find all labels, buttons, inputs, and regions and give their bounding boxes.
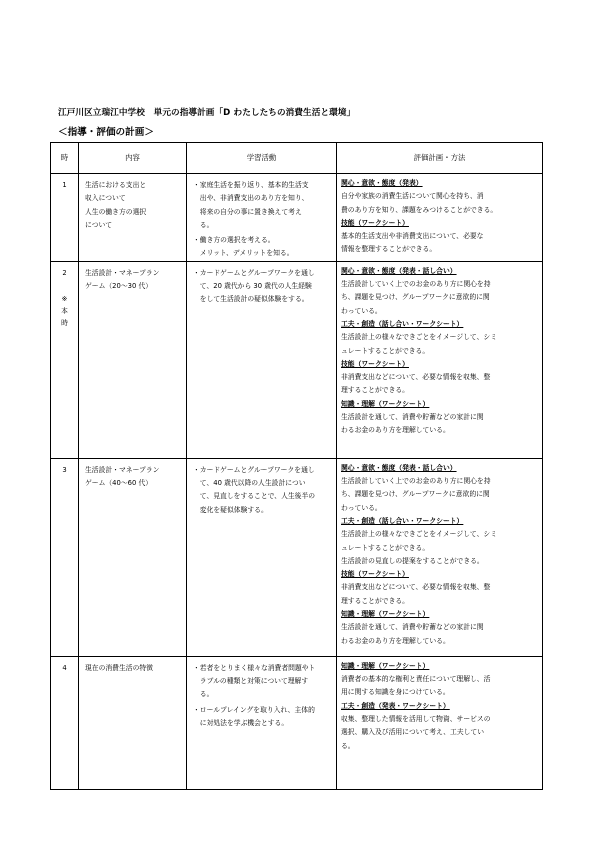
table-row <box>51 174 543 262</box>
evaluation-heading: 知識・理解（ワークシート） <box>341 399 430 408</box>
column-header-period: 時 <box>51 143 79 174</box>
period-number: 1 <box>62 181 67 189</box>
evaluation-cell <box>337 261 543 458</box>
evaluation-text: 非消費支出などについて、必要な情報を収集、整 理することができる。 <box>341 583 491 605</box>
evaluation-heading: 関心・意欲・態度（発表・話し合い） <box>341 266 457 275</box>
evaluation-heading: 技能（ワークシート） <box>341 359 409 368</box>
activity-item: ・ロールプレイングを取り入れ、主体的 に対処法を学ぶ機会とする。 <box>193 705 315 727</box>
evaluation-cell <box>337 174 543 262</box>
activity-item: ・家庭生活を振り返り、基本的生活支 出や、非消費支出のあり方を知り、 将来の自分の事に置き換えて考え る。 <box>193 181 309 229</box>
evaluation-heading: 技能（ワークシート） <box>341 570 409 579</box>
evaluation-heading: 技能（ワークシート） <box>341 218 409 227</box>
table-header-row <box>51 143 543 174</box>
evaluation-text: 消費者の基本的な権利と責任について理解し、活 用に関する知識を身につけている。 <box>341 675 491 697</box>
evaluation-text: 生活設計していく上でのお金のあり方に関心を持 ち、課題を見つけ、グループワークに意欲的に関 わっている。 <box>341 280 491 315</box>
evaluation-text: 生活設計上の様々なできごとをイメージして、シミ ュレートすることができる。 生活設計の見直しの提案をすることができる。 <box>341 530 497 565</box>
column-header-activities: 学習活動 <box>187 143 337 174</box>
evaluation-heading: 知識・理解（ワークシート） <box>341 610 430 619</box>
activities-cell <box>187 261 337 458</box>
column-header-content: 内容 <box>79 143 187 174</box>
evaluation-text: 自分や家族の消費生活について関心を持ち、消 費のあり方を知り、課題をみつけることができる。 <box>341 192 498 214</box>
activities-cell <box>187 458 337 656</box>
evaluation-heading: 工夫・創造（発表・ワークシート） <box>341 701 450 710</box>
period-number: 4 <box>62 663 67 672</box>
evaluation-heading: 関心・意欲・態度（発表） <box>341 179 423 187</box>
evaluation-heading: 工夫・創造（話し合い・ワークシート） <box>341 516 464 525</box>
evaluation-heading: 関心・意欲・態度（発表・話し合い） <box>341 463 457 472</box>
column-header-evaluation: 評価計画・方法 <box>337 143 543 174</box>
evaluation-text: 生活設計を通して、消費や貯蓄などの家計に関 わるお金のあり方を理解している。 <box>341 413 484 435</box>
content-cell: 生活設計・マネープラン ゲーム（20～30 代） <box>79 261 187 458</box>
activity-item: ・カードゲームとグループワークを通し て、20 歳代から 30 歳代の人生経験 をして生活設計の疑似体験をする。 <box>193 268 315 304</box>
activity-item: ・カードゲームとグループワークを通し て、40 歳代以降の人生設計につい て、見直しをすることで、人生後半の 変化を疑似体験する。 <box>193 465 316 514</box>
evaluation-text: 非消費支出などについて、必要な情報を収集、整 理することができる。 <box>341 373 491 395</box>
evaluation-text: 生活設計を通して、消費や貯蓄などの家計に関 わるお金のあり方を理解している。 <box>341 623 484 645</box>
note-char: ※ <box>61 295 68 304</box>
evaluation-text: 基本的生活支出や非消費支出について、必要な 情報を整理することができる。 <box>341 232 484 254</box>
page-title: 江戸川区立瑞江中学校 単元の指導計画「D わたしたちの消費生活と環境」 <box>58 108 356 118</box>
period-cell <box>51 174 79 262</box>
content-cell: 生活設計・マネープラン ゲーム（40～60 代） <box>79 458 187 656</box>
period-number: 2 <box>62 268 67 277</box>
current-lesson-note <box>52 293 77 329</box>
evaluation-heading: 工夫・創造（話し合い・ワークシート） <box>341 319 464 328</box>
content-cell: 生活における支出と 収入について 人生の働き方の選択 について <box>79 174 187 262</box>
period-cell <box>51 261 79 458</box>
activity-item: ・働き方の選択を考える。 メリット、デメリットを知る。 <box>193 236 294 258</box>
evaluation-heading: 知識・理解（ワークシート） <box>341 661 430 670</box>
evaluation-cell <box>337 458 543 656</box>
evaluation-text: 収集、整理した情報を活用して物資、サービスの 選択、購入及び活用について考え、工夫してい る。 <box>341 714 491 750</box>
note-char: 時 <box>61 319 68 328</box>
evaluation-text: 生活設計上の様々なできごとをイメージして、シミ ュレートすることができる。 <box>341 333 497 355</box>
activities-cell <box>187 174 337 262</box>
evaluation-text: 生活設計していく上でのお金のあり方に関心を持 ち、課題を見つけ、グループワークに意欲的に関 わっている。 <box>341 477 491 512</box>
table-row <box>51 656 543 789</box>
table-row <box>51 261 543 458</box>
evaluation-cell <box>337 656 543 789</box>
period-cell <box>51 458 79 656</box>
activities-cell <box>187 656 337 789</box>
activity-item: ・若者をとりまく様々な消費者問題やト ラブルの種類と対策について理解す る。 <box>193 663 316 699</box>
content-cell: 現在の消費生活の特徴 <box>79 656 187 789</box>
lesson-plan-table <box>50 142 543 790</box>
period-number: 3 <box>62 465 67 474</box>
section-subtitle: ＜指導・評価の計画＞ <box>58 127 154 138</box>
table-row <box>51 458 543 656</box>
period-cell <box>51 656 79 789</box>
note-char: 本 <box>61 307 68 316</box>
